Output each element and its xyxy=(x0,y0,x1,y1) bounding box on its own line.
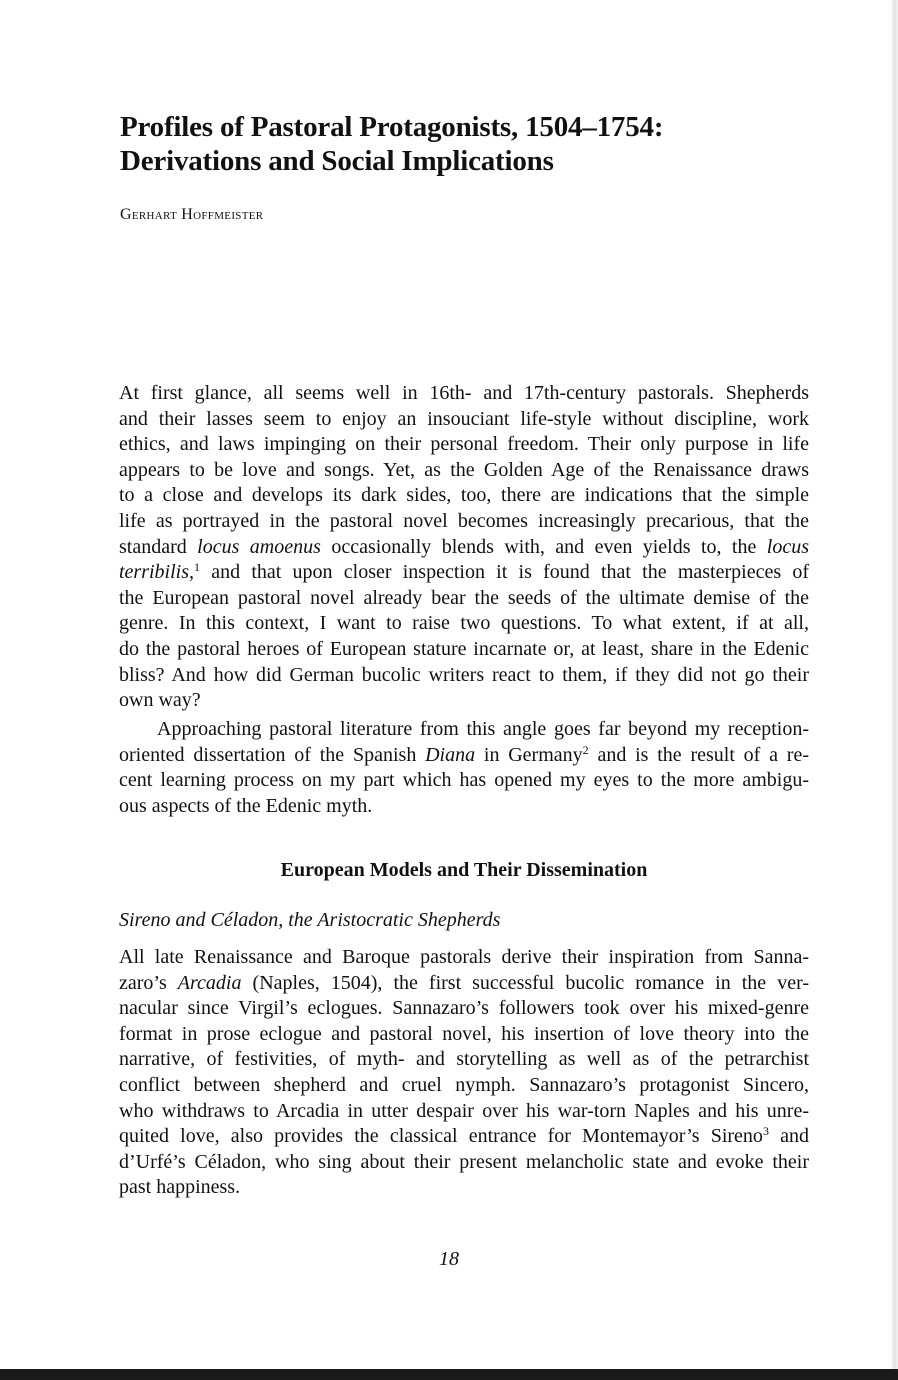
italic-term: locus xyxy=(766,535,809,558)
title-line: Profiles of Pastoral Protagonists, 1504–1754: xyxy=(120,111,664,143)
text-line: oriented dissertation of the Spanish Diana in Germany$^2$ and is the result of a re- xyxy=(119,742,809,766)
text-line: appears to be love and songs. Yet, as the Golden Age of the Renaissance draws xyxy=(119,458,809,481)
text-line: own way? xyxy=(119,689,201,712)
italic-term: Arcadia xyxy=(177,971,242,994)
footnote-marker: 1 xyxy=(194,560,201,575)
article-title xyxy=(120,110,820,178)
text-line: format in prose eclogue and pastoral novel, his insertion of love theory into the xyxy=(119,1022,809,1045)
text-line: ethics, and laws impinging on their personal freedom. Their only purpose in life xyxy=(119,433,809,456)
text-line: to a close and develops its dark sides, too, there are indications that the simple xyxy=(119,484,809,507)
text-line: ous aspects of the Edenic myth. xyxy=(119,794,373,817)
subsection-heading: Sireno and Céladon, the Aristocratic Shepherds xyxy=(119,909,501,931)
text-line: nacular since Virgil’s eclogues. Sannazaro’s followers took over his mixed-genre xyxy=(119,997,809,1020)
text-line: cent learning process on my part which has opened my eyes to the more ambigu- xyxy=(119,769,809,792)
scan-edge-right xyxy=(890,0,898,1380)
page-number: 18 xyxy=(439,1248,459,1270)
text-line: the European pastoral novel already bear the seeds of the ultimate demise of the xyxy=(119,586,809,609)
text-line: zaro’s Arcadia (Naples, 1504), the first successful bucolic romance in the ver- xyxy=(119,971,809,994)
footnote-marker: 2 xyxy=(582,742,589,757)
text-line: At first glance, all seems well in 16th- and 17th-century pastorals. Shepherds xyxy=(119,382,809,404)
text-line: d’Urfé’s Céladon, who sing about their present melancholic state and evoke their xyxy=(119,1150,809,1173)
author-name: Gerhart Hoffmeister xyxy=(120,206,264,223)
text-line: who withdraws to Arcadia in utter despair over his war-torn Naples and his unre- xyxy=(119,1099,809,1122)
text-line: life as portrayed in the pastoral novel becomes increasingly precarious, that the xyxy=(119,509,809,532)
intro-paragraph xyxy=(119,381,809,714)
text-line: standard locus amoenus occasionally blends with, and even yields to, the locus xyxy=(119,535,809,558)
section-heading: European Models and Their Dissemination xyxy=(280,859,648,881)
italic-term: Diana xyxy=(425,743,476,766)
third-paragraph xyxy=(119,945,809,1201)
italic-term: locus amoenus xyxy=(197,535,321,558)
italic-term: terribilis, xyxy=(119,561,195,584)
scan-edge-bottom xyxy=(0,1369,898,1380)
text-line: Approaching pastoral literature from this angle goes far beyond my reception- xyxy=(157,718,809,740)
text-line: narrative, of festivities, of myth- and storytelling as well as of the petrarchist xyxy=(119,1048,809,1071)
text-line: genre. In this context, I want to raise two questions. To what extent, if at all, xyxy=(119,612,809,635)
text-line: All late Renaissance and Baroque pastorals derive their inspiration from Sanna- xyxy=(119,946,809,968)
footnote-marker: 3 xyxy=(762,1124,769,1139)
second-paragraph xyxy=(119,717,809,819)
text-line: quited love, also provides the classical entrance for Montemayor’s Sireno$^3$ and xyxy=(119,1124,809,1148)
text-line: terribilis,$^1$ and that upon closer inspection it is found that the masterpieces of xyxy=(119,560,809,584)
text-line: conflict between shepherd and cruel nymph. Sannazaro’s protagonist Sincero, xyxy=(119,1073,809,1096)
text-line: and their lasses seem to enjoy an insouciant life-style without discipline, work xyxy=(119,407,809,430)
text-line: past happiness. xyxy=(119,1176,241,1199)
text-line: bliss? And how did German bucolic writers react to them, if they did not go their xyxy=(119,663,809,686)
text-line: do the pastoral heroes of European stature incarnate or, at least, share in the Edenic xyxy=(119,637,809,660)
title-line: Derivations and Social Implications xyxy=(120,145,554,177)
